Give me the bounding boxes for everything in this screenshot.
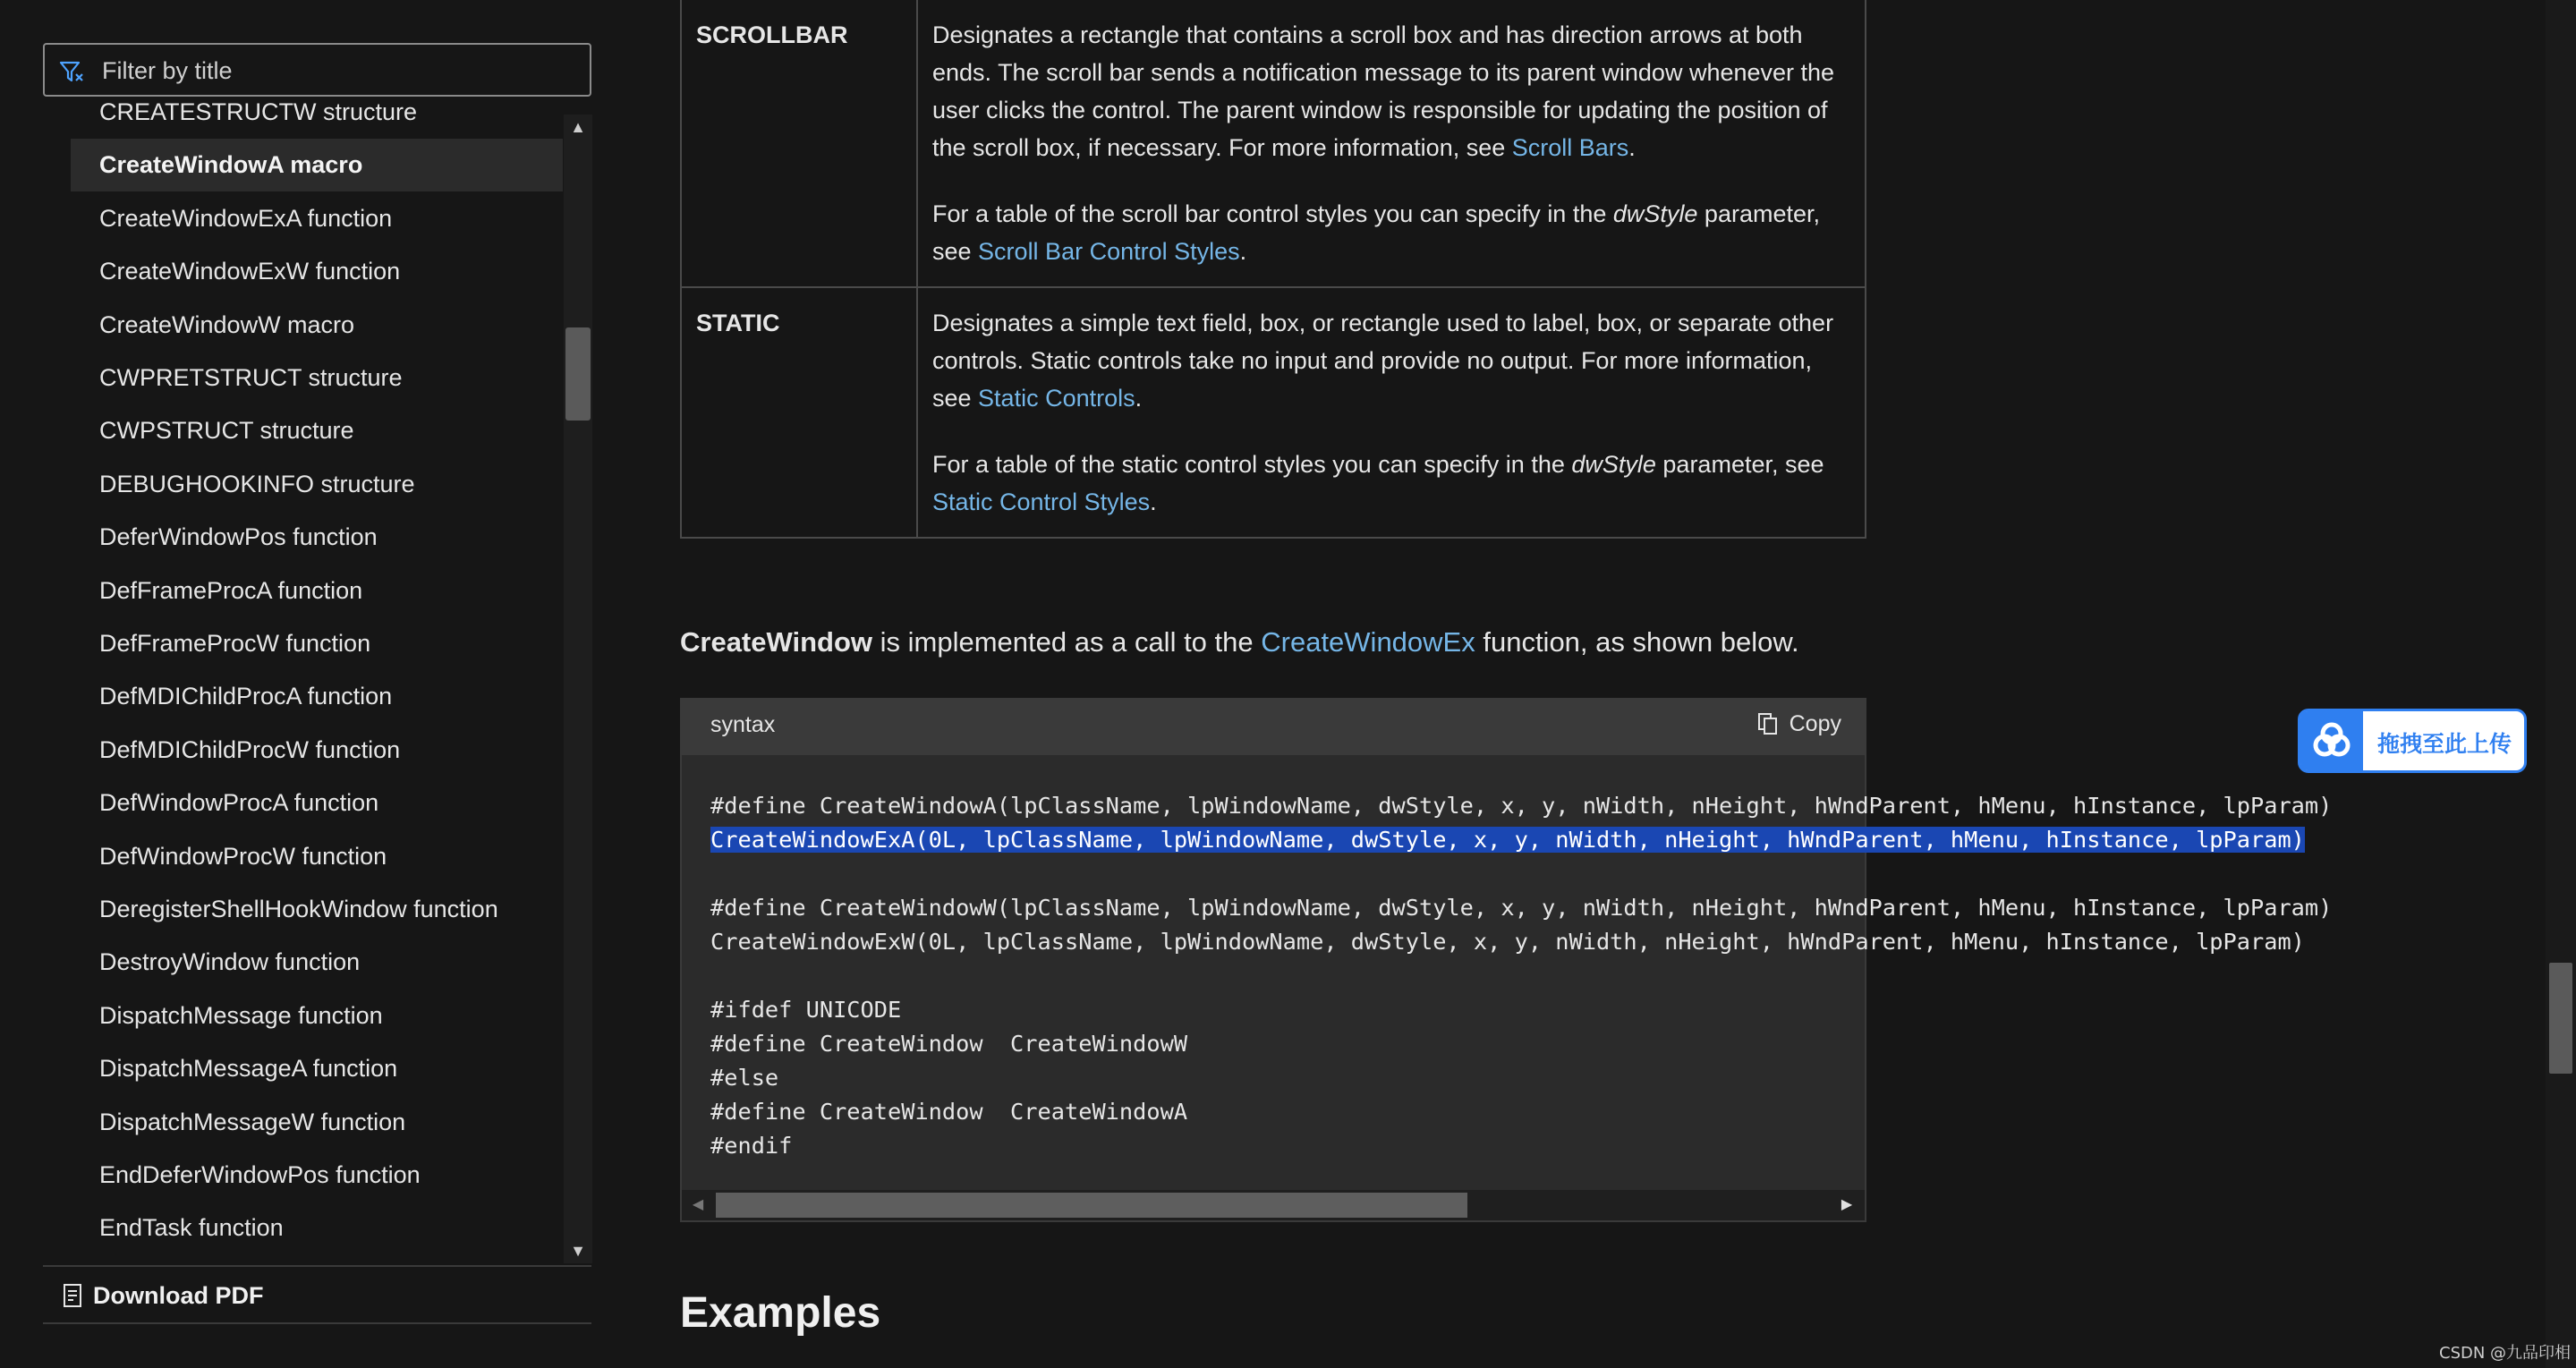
toc-divider: [43, 1265, 591, 1267]
code-line: CreateWindowExW(0L, lpClassName, lpWindowName, dwStyle, x, y, nWidth, nHeight, hWndParent, hMenu, hInstance, lpParam): [710, 929, 2305, 955]
toc-item[interactable]: EndDeferWindowPos function: [99, 1161, 421, 1188]
code-content[interactable]: [710, 789, 2332, 1163]
description-paragraph: [932, 304, 1850, 417]
table-of-contents: [0, 0, 637, 1368]
class-name-cell: SCROLLBAR: [681, 0, 917, 287]
toc-item[interactable]: DispatchMessage function: [99, 1001, 383, 1029]
code-block: [680, 698, 2333, 1222]
watermark: CSDN @九品印相: [2439, 1344, 2572, 1363]
copy-button[interactable]: [1757, 711, 1841, 737]
upload-widget-button[interactable]: [2298, 709, 2527, 773]
code-line: #else: [710, 1065, 779, 1091]
punctuation: .: [1628, 134, 1636, 161]
toc-item[interactable]: DefFrameProcW function: [99, 630, 371, 657]
code-line: #endif: [710, 1133, 793, 1159]
toc-scrollbar-thumb[interactable]: [565, 327, 591, 421]
table-row: [681, 0, 1866, 287]
static-controls-link[interactable]: Static Controls: [978, 385, 1135, 412]
punctuation: .: [1135, 385, 1143, 412]
cloud-upload-icon: [2300, 711, 2363, 770]
toc-item[interactable]: CreateWindowExA function: [99, 204, 393, 232]
toc-item[interactable]: DispatchMessageA function: [99, 1055, 398, 1083]
toc-divider-bottom: [43, 1322, 591, 1324]
toc-item[interactable]: EndTask function: [99, 1214, 284, 1242]
toc-item[interactable]: DefWindowProcW function: [99, 842, 387, 870]
code-line: #define CreateWindowA(lpClassName, lpWindowName, dwStyle, x, y, nWidth, nHeight, hWndParent, hMenu, hInstance, lpParam): [710, 793, 2333, 819]
punctuation: .: [1239, 238, 1247, 265]
description-text: parameter, see: [1655, 451, 1824, 478]
toc-item[interactable]: CreateWindowA macro: [71, 139, 563, 191]
toc-item[interactable]: CWPSTRUCT structure: [99, 417, 354, 445]
download-pdf-label: Download PDF: [93, 1282, 264, 1309]
copy-label: Copy: [1789, 711, 1841, 736]
upload-widget-label: 拖拽至此上传: [2377, 731, 2512, 757]
table-row: [681, 287, 1866, 538]
copy-icon: [1757, 712, 1779, 735]
description-text: For a table of the static control styles you can specify in the: [932, 451, 1572, 478]
code-line: #define CreateWindow CreateWindowA: [710, 1099, 1188, 1125]
class-description-cell: [917, 0, 1866, 287]
scroll-down-arrow-icon[interactable]: ▼: [570, 1242, 586, 1260]
toc-item[interactable]: CREATESTRUCTW structure: [99, 98, 418, 125]
scroll-bars-link[interactable]: Scroll Bars: [1511, 134, 1629, 161]
code-line: #define CreateWindowW(lpClassName, lpWindowName, dwStyle, x, y, nWidth, nHeight, hWndParent, hMenu, hInstance, lpParam): [710, 895, 2333, 921]
code-line: #ifdef UNICODE: [710, 997, 902, 1023]
description-paragraph: [932, 16, 1850, 166]
intro-text: is implemented as a call to the: [872, 626, 1262, 658]
toc-item[interactable]: DefMDIChildProcW function: [99, 735, 401, 763]
toc-item[interactable]: DeferWindowPos function: [99, 523, 378, 551]
description-text: Designates a rectangle that contains a scroll box and has direction arrows at both ends. The scroll bar sends a notification message to its parent window whenever the user clicks the control. The parent window is responsible for updating the position of the scroll box, if necessary. For more information, see: [932, 21, 1835, 161]
toc-item[interactable]: DispatchMessageW function: [99, 1108, 406, 1135]
toc-item[interactable]: DeregisterShellHookWindow function: [99, 896, 498, 922]
createwindowex-link[interactable]: CreateWindowEx: [1261, 626, 1475, 658]
scroll-right-arrow-icon[interactable]: ▶: [1841, 1197, 1853, 1212]
filter-input[interactable]: [100, 52, 569, 89]
toc-item[interactable]: DestroyWindow function: [99, 948, 361, 976]
param-name: dwStyle: [1571, 451, 1656, 478]
function-name: CreateWindow: [680, 626, 873, 658]
code-language-label: syntax: [710, 712, 776, 737]
static-control-styles-link[interactable]: Static Control Styles: [932, 489, 1151, 515]
code-line: #define CreateWindow CreateWindowW: [710, 1031, 1188, 1057]
intro-sentence: [680, 626, 1799, 659]
window-class-table: [680, 0, 1866, 539]
class-name-cell: STATIC: [681, 287, 917, 538]
code-line: CreateWindowExA(0L, lpClassName, lpWindowName, dwStyle, x, y, nWidth, nHeight, hWndParent, hMenu, hInstance, lpParam): [710, 827, 2305, 853]
page-scrollbar[interactable]: [2546, 0, 2576, 1368]
code-scrollbar-thumb[interactable]: [716, 1193, 1467, 1218]
toc-item[interactable]: DefWindowProcA function: [99, 789, 379, 817]
punctuation: .: [1150, 489, 1157, 515]
scroll-left-arrow-icon[interactable]: ◀: [692, 1197, 704, 1212]
pdf-icon: [63, 1283, 82, 1308]
code-header: [682, 700, 1865, 755]
description-text: Designates a simple text field, box, or rectangle used to label, box, or separate other controls. Static controls take no input and provide no output. For more information, see: [932, 310, 1834, 412]
toc-item[interactable]: DefFrameProcA function: [99, 576, 363, 604]
class-description-cell: [917, 287, 1866, 538]
toc-item[interactable]: CreateWindowExW function: [99, 258, 401, 285]
toc-scrollbar[interactable]: [564, 115, 592, 1263]
toc-item[interactable]: DEBUGHOOKINFO structure: [99, 470, 415, 497]
scroll-bar-control-styles-link[interactable]: Scroll Bar Control Styles: [978, 238, 1240, 265]
filter-icon: [57, 57, 86, 86]
code-horizontal-scrollbar[interactable]: [682, 1190, 1865, 1220]
download-pdf-button[interactable]: [63, 1276, 264, 1315]
scroll-up-arrow-icon[interactable]: ▲: [570, 118, 586, 136]
toc-item[interactable]: DefMDIChildProcA function: [99, 683, 393, 710]
param-name: dwStyle: [1612, 200, 1698, 227]
description-paragraph: [932, 195, 1850, 270]
description-text: For a table of the scroll bar control styles you can specify in the: [932, 200, 1613, 227]
description-paragraph: [932, 446, 1850, 521]
description-text: parameter, see: [932, 200, 1820, 265]
toc-item[interactable]: CreateWindowW macro: [99, 310, 355, 338]
page-scrollbar-thumb[interactable]: [2549, 963, 2572, 1074]
intro-text: function, as shown below.: [1475, 626, 1799, 658]
examples-heading: Examples: [680, 1289, 881, 1337]
toc-item[interactable]: CWPRETSTRUCT structure: [99, 364, 403, 391]
toc-list: [71, 100, 563, 1263]
